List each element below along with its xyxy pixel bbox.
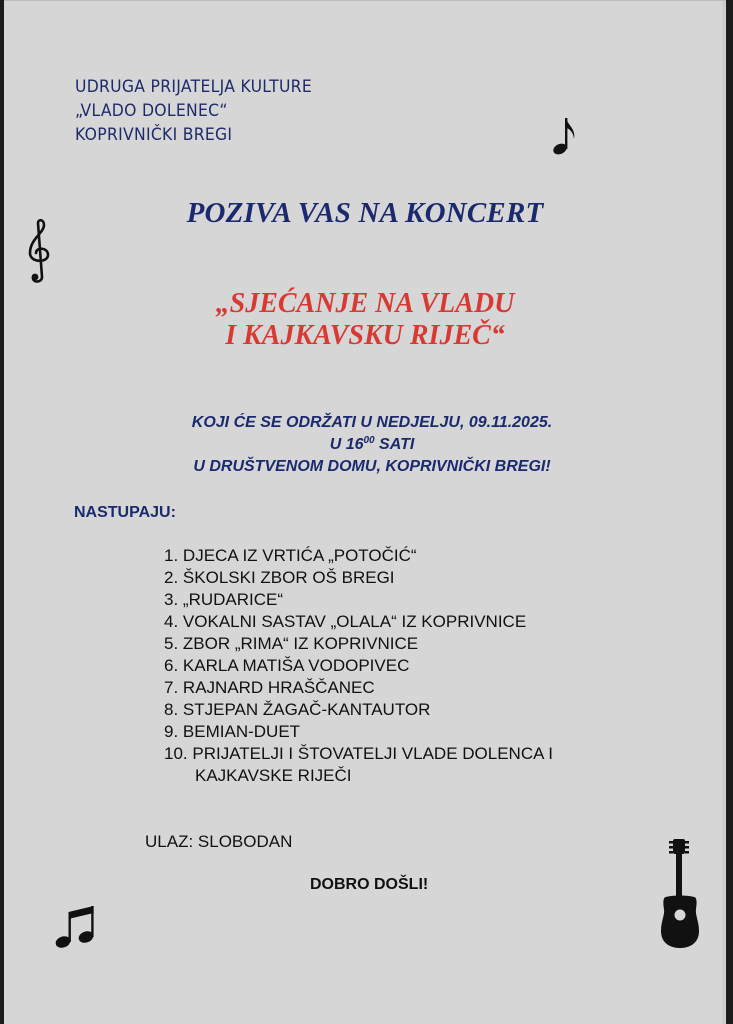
item-number: 10. bbox=[164, 744, 188, 763]
entry-info: ULAZ: SLOBODAN bbox=[145, 832, 293, 851]
item-number: 5. bbox=[164, 634, 179, 653]
performer-name: STJEPAN ŽAGAČ-KANTAUTOR bbox=[182, 700, 431, 719]
performer-name: ŠKOLSKI ZBOR OŠ BREGI bbox=[182, 568, 395, 587]
list-item bbox=[164, 589, 553, 611]
performer-name: RAJNARD HRAŠČANEC bbox=[182, 678, 375, 697]
performer-name: ZBOR „RIMA“ IZ KOPRIVNICE bbox=[182, 634, 419, 653]
event-date: KOJI ĆE SE ODRŽATI U NEDJELJU, 09.11.2025. bbox=[191, 414, 553, 431]
concert-poster bbox=[4, 0, 726, 1024]
list-item bbox=[164, 677, 553, 699]
item-number: 4. bbox=[164, 612, 179, 631]
beamed-notes-icon bbox=[54, 904, 96, 950]
eighth-note-icon bbox=[552, 115, 578, 157]
event-time-suffix: SATI bbox=[374, 436, 415, 453]
list-item bbox=[164, 545, 553, 567]
list-item bbox=[164, 743, 553, 765]
performers-heading: NASTUPAJU: bbox=[74, 504, 176, 521]
list-item bbox=[164, 611, 553, 633]
item-number: 7. bbox=[164, 678, 179, 697]
item-number: 9. bbox=[164, 722, 179, 741]
event-location: U DRUŠTVENOM DOMU, KOPRIVNIČKI BREGI! bbox=[193, 458, 551, 475]
invitation-title: POZIVA VAS NA KONCERT bbox=[186, 197, 544, 229]
event-time-hour: U 16 bbox=[329, 436, 364, 453]
org-line: „VLADO DOLENEC“ bbox=[75, 101, 228, 121]
org-line: KOPRIVNIČKI BREGI bbox=[75, 125, 233, 145]
list-item bbox=[164, 699, 553, 721]
performer-name: KARLA MATIŠA VODOPIVEC bbox=[182, 656, 410, 675]
item-number: 3. bbox=[164, 590, 179, 609]
welcome-message: DOBRO DOŠLI! bbox=[310, 876, 429, 893]
org-line: UDRUGA PRIJATELJA KULTURE bbox=[75, 77, 312, 97]
performers-list bbox=[164, 545, 553, 787]
performer-name: VOKALNI SASTAV „OLALA“ IZ KOPRIVNICE bbox=[182, 612, 527, 631]
performer-name: „RUDARICE“ bbox=[182, 590, 284, 609]
list-item bbox=[164, 655, 553, 677]
performer-name: PRIJATELJI I ŠTOVATELJI VLADE DOLENCA I bbox=[192, 744, 553, 763]
item-number: 8. bbox=[164, 700, 179, 719]
list-item bbox=[164, 633, 553, 655]
performer-name: BEMIAN-DUET bbox=[182, 722, 301, 741]
list-item-continuation: KAJKAVSKE RIJEČI bbox=[195, 766, 352, 785]
event-details bbox=[4, 412, 733, 478]
event-time-minutes: 00 bbox=[363, 435, 375, 446]
item-number: 1. bbox=[164, 546, 179, 565]
event-time bbox=[4, 434, 733, 456]
concert-name-line: I KAJKAVSKU RIJEČ“ bbox=[225, 320, 505, 351]
organization-name bbox=[75, 75, 312, 147]
guitar-icon bbox=[658, 839, 702, 949]
list-item bbox=[164, 721, 553, 743]
concert-name bbox=[4, 288, 726, 352]
performer-name: DJECA IZ VRTIĆA „POTOČIĆ“ bbox=[182, 546, 417, 565]
item-number: 6. bbox=[164, 656, 179, 675]
list-item bbox=[164, 567, 553, 589]
concert-name-line: „SJEĆANJE NA VLADU bbox=[215, 288, 515, 319]
item-number: 2. bbox=[164, 568, 179, 587]
